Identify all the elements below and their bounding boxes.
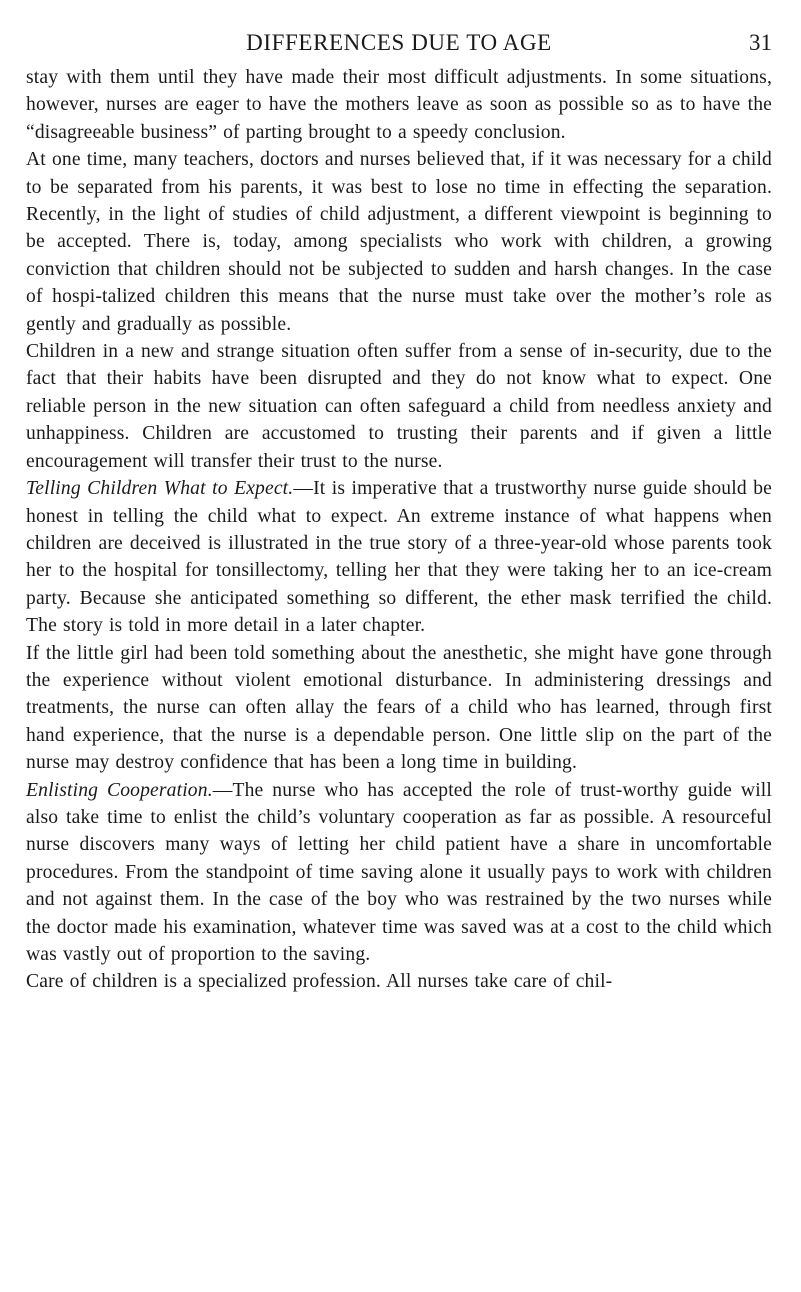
- running-head: DIFFERENCES DUE TO AGE: [246, 30, 552, 55]
- page-number: 31: [749, 30, 772, 55]
- paragraph-insecurity: Children in a new and strange situation often suffer from a sense of in-security, due to the fact that their habits have been disrupted and they do not know what to expect. One reliable person in the new situation can often safeguard a child from needless anxiety and unhappiness. Children are accustomed to trusting their parents and if given a little encouragement will transfer their trust to the nurse.: [26, 341, 772, 472]
- paragraph-enlisting-cooperation-text: —The nurse who has accepted the role of trust-worthy guide will also take time to enlist the child’s voluntary cooperation as far as possible. A resourceful nurse discovers many ways of letting her child patient have a share in uncomfortable procedures. From the standpoint of time saving alone it usually pays to work with children and not against them. In the case of the boy who was restrained by the two nurses while the doctor made his examination, whatever time was saved was at a cost to the child which was vastly out of proportion to the saving.: [26, 779, 772, 965]
- section-heading-telling-children: Telling Children What to Expect.: [26, 478, 294, 500]
- book-page: [26, 30, 772, 996]
- paragraph-telling-children-text: —It is imperative that a trustworthy nurse guide should be honest in telling the child what to expect. An extreme instance of what happens when children are deceived is illustrated in the true story of a three-year-old whose parents took her to the hospital for tonsillectomy, telling her that they were taking her to an ice-cream party. Because she anticipated something so different, the ether mask terrified the child. The story is told in more detail in a later chapter.: [26, 478, 772, 637]
- paragraph-separation-viewpoint: At one time, many teachers, doctors and nurses believed that, if it was necessary for a child to be separated from his parents, it was best to lose no time in effecting the separation. Recently, in the light of studies of child adjustment, a different viewpoint is beginning to be accepted. There is, today, among specialists who work with children, a growing conviction that children should not be subjected to sudden and harsh changes. In the case of hospi-talized children this means that the nurse must take over the mother’s role as gently and gradually as possible.: [26, 149, 772, 335]
- section-heading-enlisting-cooperation: Enlisting Cooperation.: [26, 779, 213, 801]
- paragraph-specialized-profession: Care of children is a specialized profession. All nurses take care of chil-: [26, 971, 613, 993]
- body-text: [26, 64, 772, 996]
- paragraph-continued: stay with them until they have made their most difficult adjustments. In some situations, however, nurses are eager to have the mothers leave as soon as possible so as to have the “disagreeable business” of parting brought to a speedy conclusion.: [26, 67, 772, 143]
- paragraph-anesthetic: If the little girl had been told something about the anesthetic, she might have gone through the experience without violent emotional disturbance. In administering dressings and treatments, the nurse can often allay the fears of a child who has learned, through first hand experience, that the nurse is a dependable person. One little slip on the part of the nurse may destroy confidence that has been a long time in building.: [26, 642, 772, 774]
- paragraph-enlisting-cooperation: [26, 777, 772, 969]
- page-header: [26, 30, 772, 64]
- paragraph-telling-children: [26, 475, 772, 639]
